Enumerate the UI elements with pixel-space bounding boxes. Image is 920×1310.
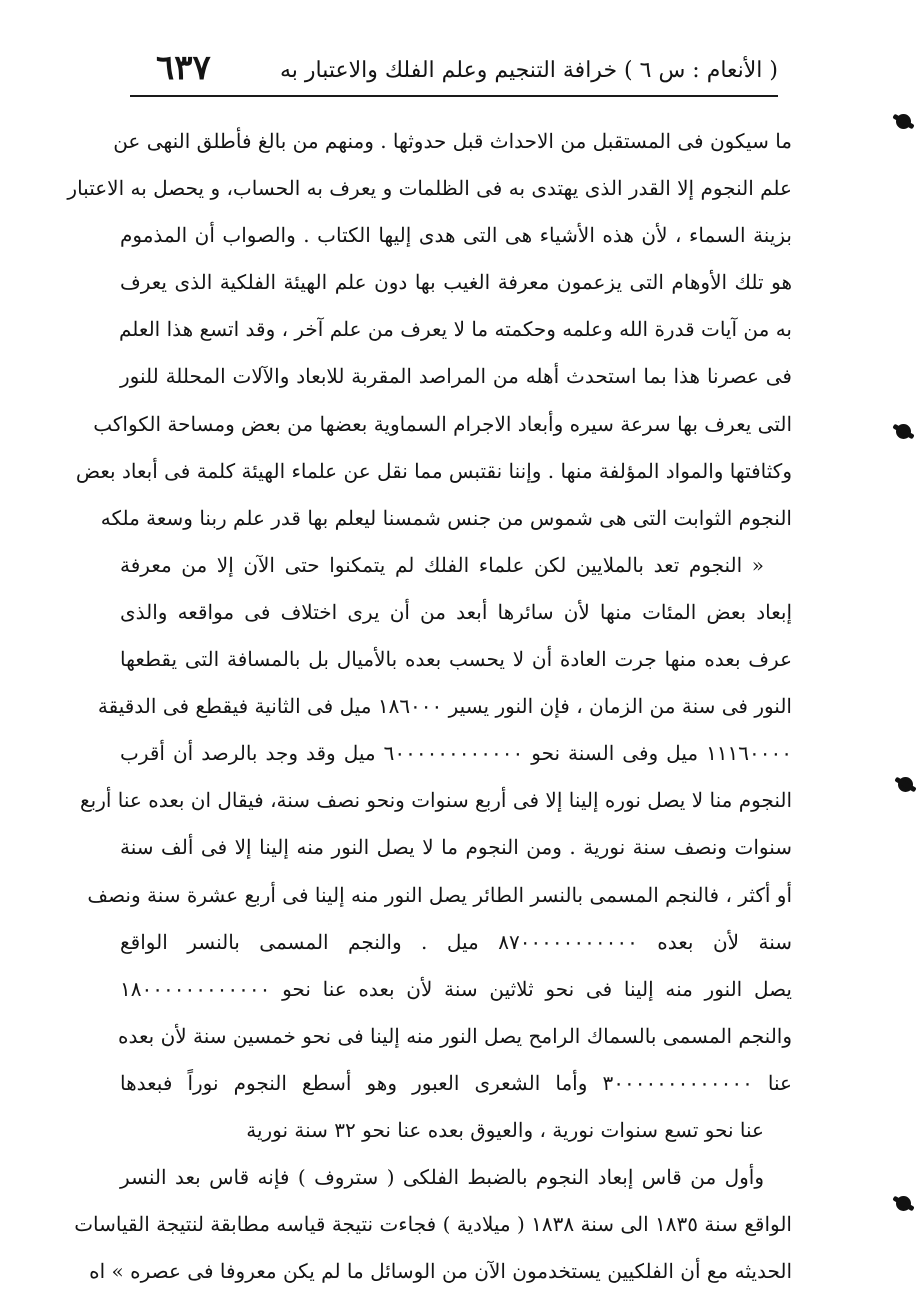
text-line: الحديثه مع أن الفلكيين يستخدمون الآن من الوسائل ما لم يكن معروفا فى عصره » اه xyxy=(89,1259,792,1284)
text-line: ١١١٦٠٠٠٠ ميل وفى السنة نحو ٦٠٠٠٠٠٠٠٠٠٠٠٠ ميل وقد وجد بالرصد أن أقرب xyxy=(120,741,792,766)
text-line: فى عصرنا هذا بما استحدث أهله من المراصد المقربة للابعاد والآلات المحللة للنور xyxy=(120,364,792,389)
page-header xyxy=(128,48,778,94)
text-line: علم النجوم إلا القدر الذى يهتدى به فى الظلمات و يعرف به الحساب، و يحصل به الاعتبار xyxy=(67,176,792,201)
text-line: سنوات ونصف سنة نورية . ومن النجوم ما لا يصل النور منه إلينا إلا فى ألف سنة xyxy=(120,835,792,860)
text-line: والنجم المسمى بالسماك الرامح يصل النور منه إلينا فى نحو خمسين سنة لأن بعده xyxy=(118,1023,792,1048)
text-line: النور فى سنة من الزمان ، فإن النور يسير ١٨٦٠٠٠ ميل فى الثانية فيقطع فى الدقيقة xyxy=(97,694,792,719)
binding-hole-mark xyxy=(896,1196,911,1211)
text-line: النجوم منا لا يصل نوره إلينا إلا فى أربع سنوات ونحو نصف سنة، فيقال ان بعده عنا أربع xyxy=(80,788,792,813)
page-number: ٦٣٧ xyxy=(156,48,211,88)
text-line: النجوم الثوابت التى هى شموس من جنس شمسنا ليعلم بها قدر علم ربنا وسعة ملكه xyxy=(100,505,792,530)
text-line: سنة لأن بعده ٨٧٠٠٠٠٠٠٠٠٠٠٠ ميل . والنجم المسمى بالنسر الواقع xyxy=(120,929,792,954)
text-line: أو أكثر ، فالنجم المسمى بالنسر الطائر يصل النور منه إلينا فى أربع عشرة سنة ونصف xyxy=(87,882,792,907)
text-line: التى يعرف بها سرعة سيره وأبعاد الاجرام السماوية بعضها من بعض ومساحة الكواكب xyxy=(93,411,792,436)
body-text xyxy=(67,118,792,1295)
text-line: وكثافتها والمواد المؤلفة منها . وإننا نقتبس مما نقل عن علماء الهيئة كلمة فى أبعاد بعض xyxy=(75,458,792,483)
running-title: ( الأنعام : س ٦ ) خرافة التنجيم وعلم الفلك والاعتبار به xyxy=(279,58,778,83)
text-line: الواقع سنة ١٨٣٥ الى سنة ١٨٣٨ ( ميلادية ) فجاءت نتيجة قياسه مطابقة لنتيجة القياسات xyxy=(74,1212,792,1237)
text-line: بزينة السماء ، لأن هذه الأشياء هى التى هدى إليها الكتاب . والصواب أن المذموم xyxy=(120,223,792,248)
binding-hole-mark xyxy=(896,114,911,129)
binding-hole-mark xyxy=(896,424,911,439)
text-line: هو تلك الأوهام التى يزعمون معرفة الغيب بها دون علم الهيئة الفلكية الذى يعرف xyxy=(120,270,792,295)
header-rule xyxy=(130,95,778,97)
text-line: به من آيات قدرة الله وعلمه وحكمته ما لا يعرف من علم آخر ، وقد اتسع هذا العلم xyxy=(119,317,792,342)
text-line: يصل النور منه إلينا فى نحو ثلاثين سنة لأن بعده عنا نحو ١٨٠٠٠٠٠٠٠٠٠٠٠٠ xyxy=(120,976,792,1001)
text-line: عنا ٣٠٠٠٠٠٠٠٠٠٠٠٠٠ وأما الشعرى العبور وهو أسطع النجوم نوراً فبعدها xyxy=(120,1070,792,1095)
binding-hole-mark xyxy=(898,777,913,792)
text-line: عرف بعده منها جرت العادة أن لا يحسب بعده بالأميال بل بالمسافة التى يقطعها xyxy=(120,647,792,672)
text-line: ما سيكون فى المستقبل من الاحداث قبل حدوثها . ومنهم من بالغ فأطلق النهى عن xyxy=(113,129,792,153)
text-line: « النجوم تعد بالملايين لكن علماء الفلك لم يتمكنوا حتى الآن إلا من معرفة xyxy=(120,552,764,577)
text-line: عنا نحو تسع سنوات نورية ، والعيوق بعده عنا نحو ٣٢ سنة نورية xyxy=(246,1117,764,1142)
text-line: إبعاد بعض المئات منها لأن سائرها أبعد من أن يرى اختلاف فى مواقعه والذى xyxy=(120,599,792,624)
text-line: وأول من قاس إبعاد النجوم بالضبط الفلكى ( ستروف ) فإنه قاس بعد النسر xyxy=(120,1165,764,1190)
